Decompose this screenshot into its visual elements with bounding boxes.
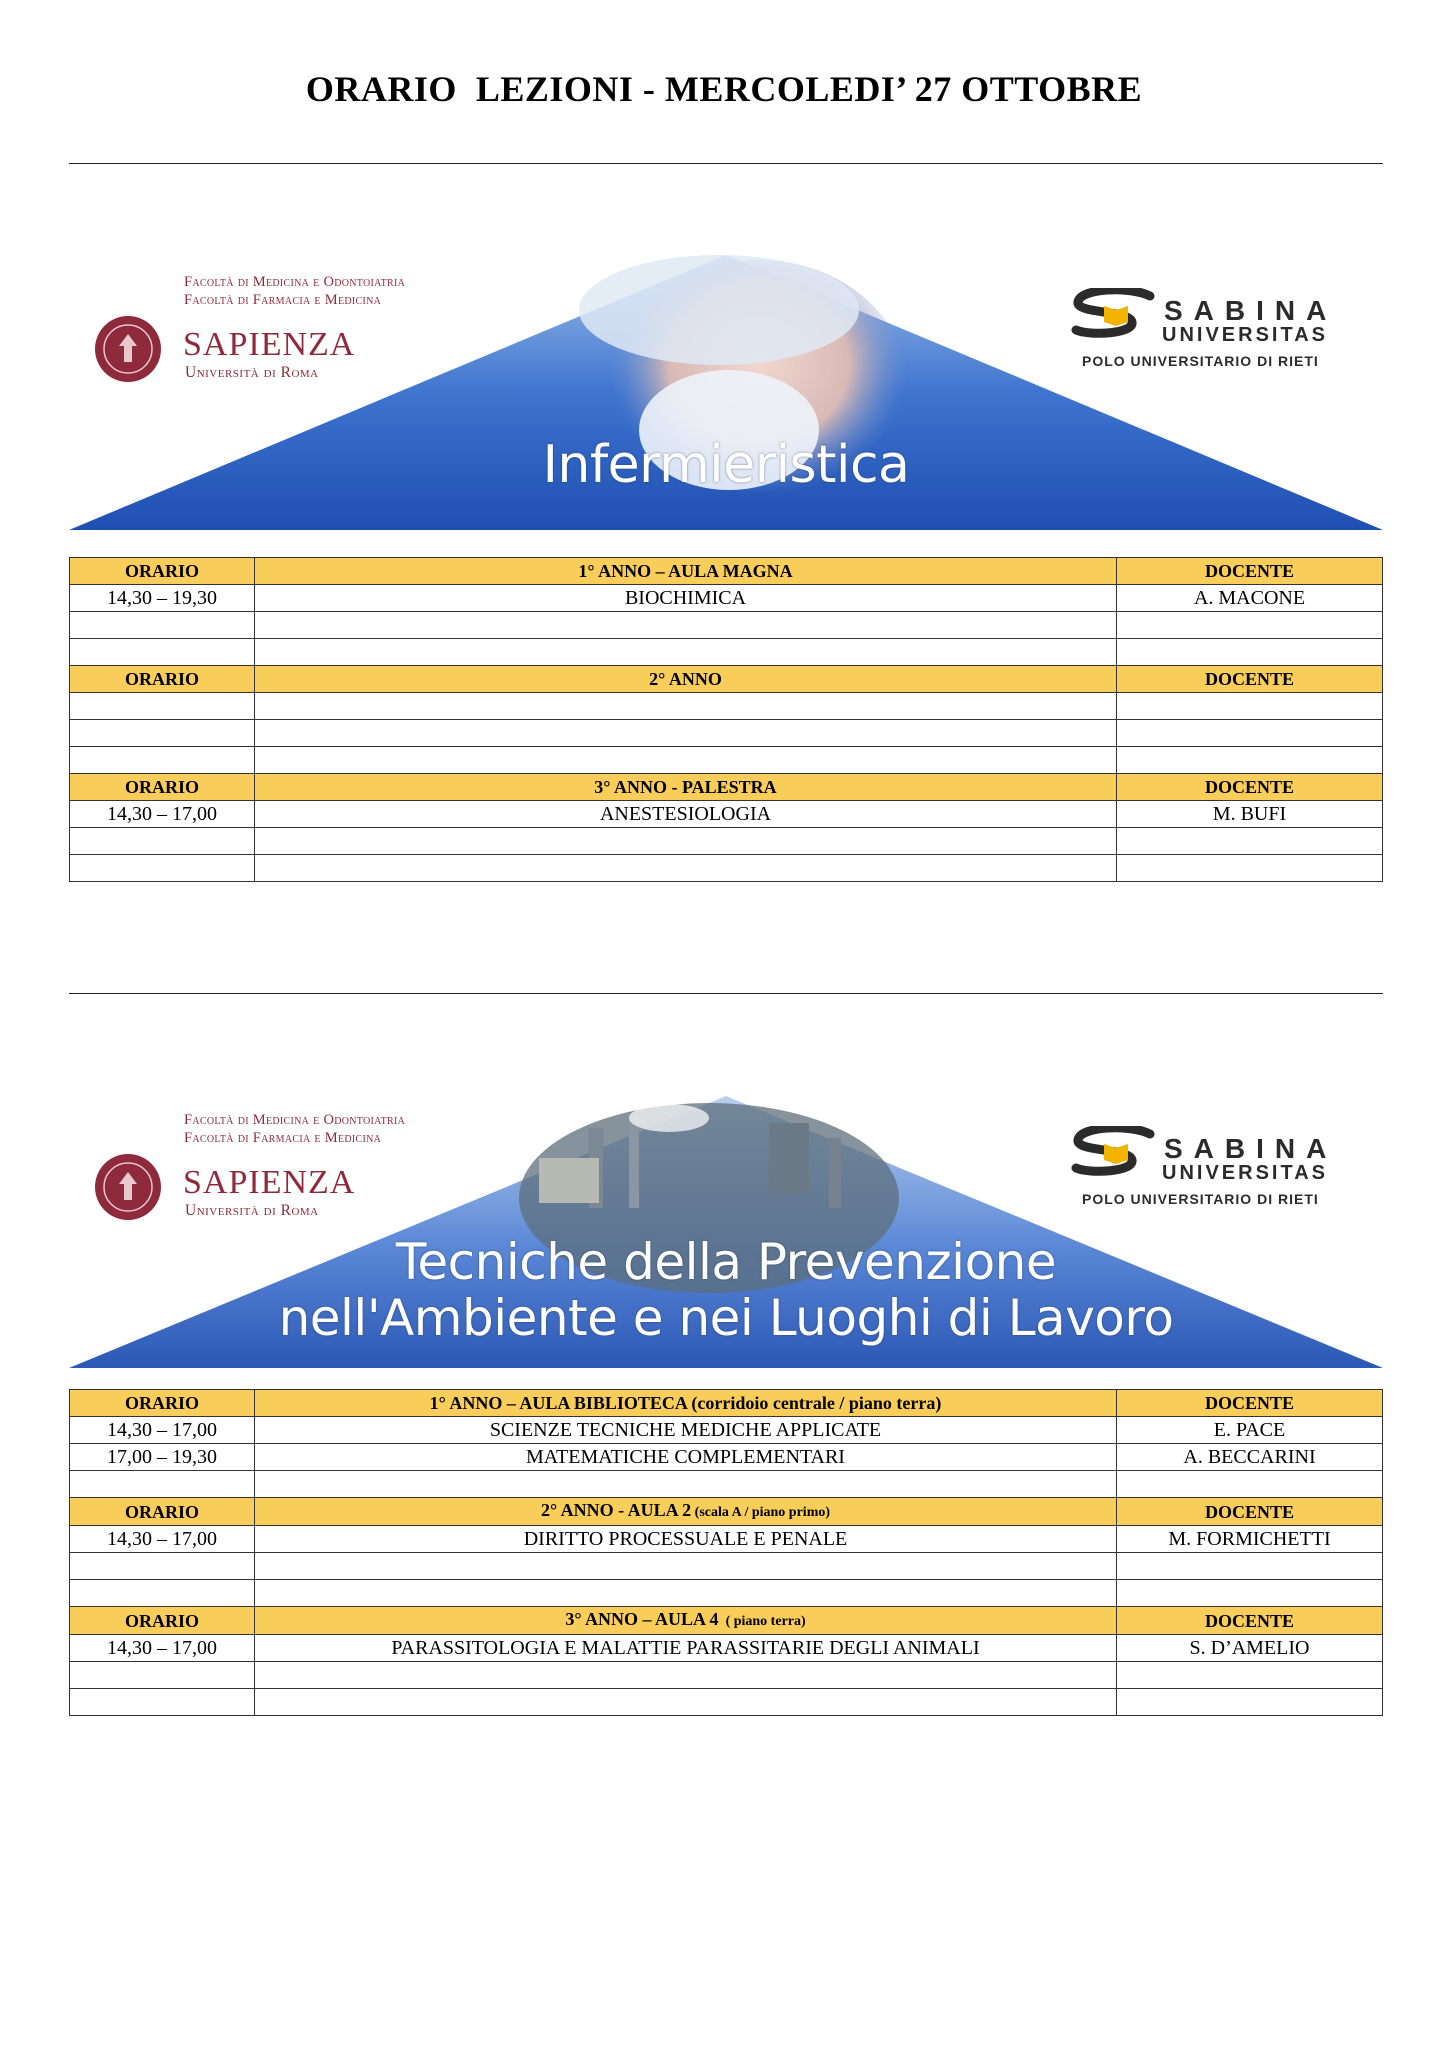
course-banner-prevenzione — [69, 1078, 1383, 1368]
docente-cell — [1117, 693, 1383, 720]
materia-cell — [255, 1662, 1117, 1689]
table-row — [70, 1444, 1383, 1471]
docente-header: DOCENTE — [1117, 1390, 1383, 1417]
docente-cell: E. PACE — [1117, 1417, 1383, 1444]
table-row — [70, 1635, 1383, 1662]
sapienza-seal-icon — [93, 1152, 163, 1222]
anno-header — [255, 666, 1117, 693]
sabina-book-icon — [1070, 288, 1162, 338]
section-header-row — [70, 1498, 1383, 1526]
anno-label: 2° ANNO — [649, 669, 722, 689]
anno-location-note: (scala A / piano primo) — [691, 1505, 831, 1520]
section-header-row — [70, 1390, 1383, 1417]
docente-cell — [1117, 612, 1383, 639]
materia-cell — [255, 720, 1117, 747]
orario-header: ORARIO — [70, 1607, 255, 1635]
materia-cell — [255, 1471, 1117, 1498]
orario-cell — [70, 747, 255, 774]
docente-cell — [1117, 828, 1383, 855]
docente-cell: M. FORMICHETTI — [1117, 1526, 1383, 1553]
section-header-row — [70, 774, 1383, 801]
sabina-book-icon — [1070, 1126, 1162, 1176]
materia-cell: DIRITTO PROCESSUALE E PENALE — [255, 1526, 1117, 1553]
table-row — [70, 1553, 1383, 1580]
anno-location-note: ( piano terra) — [718, 1614, 806, 1629]
materia-cell — [255, 1580, 1117, 1607]
materia-cell — [255, 1689, 1117, 1716]
anno-header — [255, 1498, 1117, 1526]
section-header-row — [70, 666, 1383, 693]
table-row — [70, 585, 1383, 612]
anno-header — [255, 558, 1117, 585]
materia-cell: PARASSITOLOGIA E MALATTIE PARASSITARIE DEGLI ANIMALI — [255, 1635, 1117, 1662]
anno-label: 1° ANNO – AULA MAGNA — [578, 561, 793, 581]
sabina-universitas: UNIVERSITAS — [1162, 324, 1328, 346]
docente-cell: A. MACONE — [1117, 585, 1383, 612]
table-row — [70, 828, 1383, 855]
docente-cell: A. BECCARINI — [1117, 1444, 1383, 1471]
docente-cell — [1117, 1471, 1383, 1498]
orario-cell — [70, 1689, 255, 1716]
section-header-row — [70, 1607, 1383, 1635]
sabina-name: SABINA — [1164, 1133, 1338, 1164]
materia-cell — [255, 1553, 1117, 1580]
docente-cell — [1117, 1689, 1383, 1716]
materia-cell: MATEMATICHE COMPLEMENTARI — [255, 1444, 1117, 1471]
orario-header: ORARIO — [70, 1390, 255, 1417]
course-title-line-2: nell'Ambiente e nei Luoghi di Lavoro — [278, 1289, 1174, 1347]
course-title: Infermieristica — [542, 435, 910, 495]
divider — [69, 993, 1383, 994]
orario-header: ORARIO — [70, 774, 255, 801]
docente-header: DOCENTE — [1117, 1498, 1383, 1526]
materia-cell — [255, 828, 1117, 855]
table-row — [70, 1662, 1383, 1689]
anno-label: 3° ANNO – AULA 4 — [565, 1609, 719, 1629]
anno-label: 1° ANNO – AULA BIBLIOTECA (corridoio centrale / piano terra) — [429, 1393, 942, 1413]
orario-cell — [70, 612, 255, 639]
materia-cell: SCIENZE TECNICHE MEDICHE APPLICATE — [255, 1417, 1117, 1444]
orario-cell: 14,30 – 17,00 — [70, 1526, 255, 1553]
table-row — [70, 1526, 1383, 1553]
docente-header: DOCENTE — [1117, 558, 1383, 585]
table-row — [70, 1689, 1383, 1716]
faculty-line-2: Facoltà di Farmacia e Medicina — [184, 1130, 382, 1146]
anno-label: 2° ANNO - AULA 2 — [540, 1500, 692, 1520]
table-row — [70, 693, 1383, 720]
orario-cell: 17,00 – 19,30 — [70, 1444, 255, 1471]
page-title: ORARIO LEZIONI - MERCOLEDI’ 27 OTTOBRE — [305, 69, 1143, 109]
anno-label: 3° ANNO - PALESTRA — [594, 777, 777, 797]
anno-header — [255, 1390, 1117, 1417]
orario-cell — [70, 1662, 255, 1689]
faculty-line-1: Facoltà di Medicina e Odontoiatria — [184, 1112, 406, 1128]
anno-header — [255, 774, 1117, 801]
orario-cell — [70, 720, 255, 747]
materia-cell — [255, 612, 1117, 639]
orario-header: ORARIO — [70, 666, 255, 693]
orario-cell: 14,30 – 19,30 — [70, 585, 255, 612]
anno-header — [255, 1607, 1117, 1635]
docente-cell: M. BUFI — [1117, 801, 1383, 828]
orario-cell: 14,30 – 17,00 — [70, 801, 255, 828]
faculty-line-2: Facoltà di Farmacia e Medicina — [184, 292, 382, 308]
orario-cell — [70, 1553, 255, 1580]
sapienza-subtitle: Università di Roma — [185, 1202, 319, 1219]
docente-cell — [1117, 639, 1383, 666]
table-row — [70, 1580, 1383, 1607]
orario-cell — [70, 828, 255, 855]
table-row — [70, 801, 1383, 828]
table-row — [70, 855, 1383, 882]
sabina-polo: POLO UNIVERSITARIO DI RIETI — [1082, 1191, 1319, 1207]
sapienza-subtitle: Università di Roma — [185, 364, 319, 381]
orario-cell — [70, 855, 255, 882]
docente-cell — [1117, 1662, 1383, 1689]
materia-cell — [255, 693, 1117, 720]
table-row — [70, 639, 1383, 666]
divider — [69, 163, 1383, 164]
docente-cell — [1117, 855, 1383, 882]
materia-cell: ANESTESIOLOGIA — [255, 801, 1117, 828]
sabina-name: SABINA — [1164, 295, 1338, 326]
sabina-universitas: UNIVERSITAS — [1162, 1162, 1328, 1184]
faculty-line-1: Facoltà di Medicina e Odontoiatria — [184, 274, 406, 290]
docente-header: DOCENTE — [1117, 774, 1383, 801]
materia-cell — [255, 747, 1117, 774]
materia-cell — [255, 855, 1117, 882]
docente-header: DOCENTE — [1117, 666, 1383, 693]
sapienza-name: SAPIENZA — [183, 326, 356, 363]
materia-cell — [255, 639, 1117, 666]
orario-cell: 14,30 – 17,00 — [70, 1417, 255, 1444]
sapienza-seal-icon — [93, 314, 163, 384]
sabina-polo: POLO UNIVERSITARIO DI RIETI — [1082, 353, 1319, 369]
docente-cell: S. D’AMELIO — [1117, 1635, 1383, 1662]
table-row — [70, 720, 1383, 747]
orario-cell — [70, 1580, 255, 1607]
docente-cell — [1117, 747, 1383, 774]
docente-header: DOCENTE — [1117, 1607, 1383, 1635]
materia-cell: BIOCHIMICA — [255, 585, 1117, 612]
docente-cell — [1117, 1553, 1383, 1580]
orario-cell — [70, 1471, 255, 1498]
table-row — [70, 1471, 1383, 1498]
sapienza-name: SAPIENZA — [183, 1164, 356, 1201]
docente-cell — [1117, 720, 1383, 747]
orario-cell — [70, 693, 255, 720]
section-header-row — [70, 558, 1383, 585]
schedule-table-infermieristica — [69, 557, 1383, 882]
course-banner-infermieristica — [69, 240, 1383, 530]
table-row — [70, 612, 1383, 639]
table-row — [70, 1417, 1383, 1444]
docente-cell — [1117, 1580, 1383, 1607]
schedule-table-prevenzione — [69, 1389, 1383, 1716]
table-row — [70, 747, 1383, 774]
course-title-line-1: Tecniche della Prevenzione — [395, 1233, 1057, 1291]
orario-cell — [70, 639, 255, 666]
orario-header: ORARIO — [70, 558, 255, 585]
orario-header: ORARIO — [70, 1498, 255, 1526]
orario-cell: 14,30 – 17,00 — [70, 1635, 255, 1662]
